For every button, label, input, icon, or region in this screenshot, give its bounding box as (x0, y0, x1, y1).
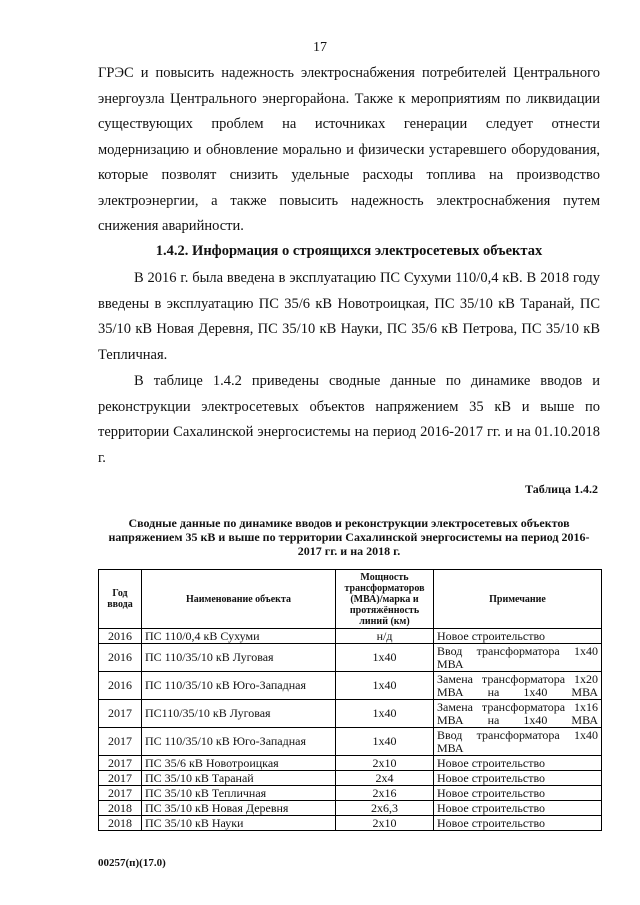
cell-note: Ввод трансформатора 1х40 МВА (434, 728, 602, 756)
table-row (99, 672, 602, 700)
table-title: Сводные данные по динамике вводов и реконструкции электросетевых объектов напряжением 35 кВ и выше по территории Сахалинской энергосистемы на период 2016-2017 гг. и на 2018 г. (108, 516, 590, 558)
cell-year: 2016 (99, 672, 142, 700)
paragraph-continuation: ГРЭС и повысить надежность электроснабжения потребителей Центрального энергоузла Центрального энергорайона. Также к мероприятиям по ликвидации существующих проблем на источниках генерации следует отнести модернизацию и обновление морально и физически устаревшего оборудования, которые позволят снизить удельные расходы топлива на производство электроэнергии, а также повысить надежность электроснабжения путем снижения аварийности. (98, 65, 600, 234)
table-body (99, 629, 602, 831)
cell-capacity: 2х10 (336, 816, 434, 831)
cell-note: Замена трансформатора 1х16 МВА на 1х40 МВА (434, 700, 602, 728)
cell-year: 2017 (99, 786, 142, 801)
table-row (99, 801, 602, 816)
paragraph-table-intro: В таблице 1.4.2 приведены сводные данные по динамике вводов и реконструкции электросетевых объектов напряжением 35 кВ и выше по территории Сахалинской энергосистемы на период 2016-2017 гг. и на 01.10.2018 г. (98, 373, 600, 466)
cell-note: Новое строительство (434, 801, 602, 816)
cell-capacity: 2х10 (336, 756, 434, 771)
cell-name: ПС 35/6 кВ Новотроицкая (142, 756, 336, 771)
cell-capacity: 2х4 (336, 771, 434, 786)
cell-name: ПС 110/0,4 кВ Сухуми (142, 629, 336, 644)
cell-name: ПС 110/35/10 кВ Луговая (142, 644, 336, 672)
cell-capacity: 2х16 (336, 786, 434, 801)
cell-note: Новое строительство (434, 756, 602, 771)
table-row (99, 644, 602, 672)
table-row (99, 786, 602, 801)
cell-name: ПС 35/10 кВ Тепличная (142, 786, 336, 801)
table-row (99, 728, 602, 756)
cell-note: Новое строительство (434, 629, 602, 644)
table-row (99, 816, 602, 831)
cell-name: ПС 35/10 кВ Науки (142, 816, 336, 831)
table-label: Таблица 1.4.2 (525, 482, 598, 496)
cell-note: Ввод трансформатора 1х40 МВА (434, 644, 602, 672)
cell-year: 2016 (99, 629, 142, 644)
cell-capacity: 1х40 (336, 644, 434, 672)
cell-capacity: 2х6,3 (336, 801, 434, 816)
header-note: Примечание (434, 570, 602, 629)
data-table (98, 569, 602, 831)
cell-name: ПС 35/10 кВ Новая Деревня (142, 801, 336, 816)
cell-note: Новое строительство (434, 816, 602, 831)
cell-year: 2017 (99, 700, 142, 728)
cell-capacity: 1х40 (336, 700, 434, 728)
header-capacity: Мощность трансформаторов (МВА)/марка и протяжённость линий (км) (336, 570, 434, 629)
cell-name: ПС 35/10 кВ Таранай (142, 771, 336, 786)
cell-note: Замена трансформатора 1х20 МВА на 1х40 МВА (434, 672, 602, 700)
cell-name: ПС 110/35/10 кВ Юго-Западная (142, 672, 336, 700)
section-heading: 1.4.2. Информация о строящихся электросетевых объектах (155, 243, 543, 259)
footer-code: 00257(п)(17.0) (98, 857, 166, 869)
table-row (99, 700, 602, 728)
cell-note: Новое строительство (434, 771, 602, 786)
header-name: Наименование объекта (142, 570, 336, 629)
cell-year: 2017 (99, 728, 142, 756)
table-header-row (99, 570, 602, 629)
header-year: Год ввода (99, 570, 142, 629)
cell-note: Новое строительство (434, 786, 602, 801)
table-row (99, 756, 602, 771)
cell-year: 2018 (99, 801, 142, 816)
cell-year: 2018 (99, 816, 142, 831)
table-row (99, 629, 602, 644)
cell-name: ПС 110/35/10 кВ Юго-Западная (142, 728, 336, 756)
paragraph-commissioning: В 2016 г. была введена в эксплуатацию ПС Сухуми 110/0,4 кВ. В 2018 году введены в эксплуатацию ПС 35/6 кВ Новотроицкая, ПС 35/10 кВ Таранай, ПС 35/10 кВ Новая Деревня, ПС 35/10 кВ Науки, ПС 35/6 кВ Петрова, ПС 35/10 кВ Тепличная. (98, 270, 600, 363)
cell-year: 2017 (99, 756, 142, 771)
cell-capacity: н/д (336, 629, 434, 644)
cell-capacity: 1х40 (336, 728, 434, 756)
cell-year: 2016 (99, 644, 142, 672)
page-number: 17 (313, 40, 327, 55)
cell-capacity: 1х40 (336, 672, 434, 700)
cell-name: ПС110/35/10 кВ Луговая (142, 700, 336, 728)
table-row (99, 771, 602, 786)
cell-year: 2017 (99, 771, 142, 786)
